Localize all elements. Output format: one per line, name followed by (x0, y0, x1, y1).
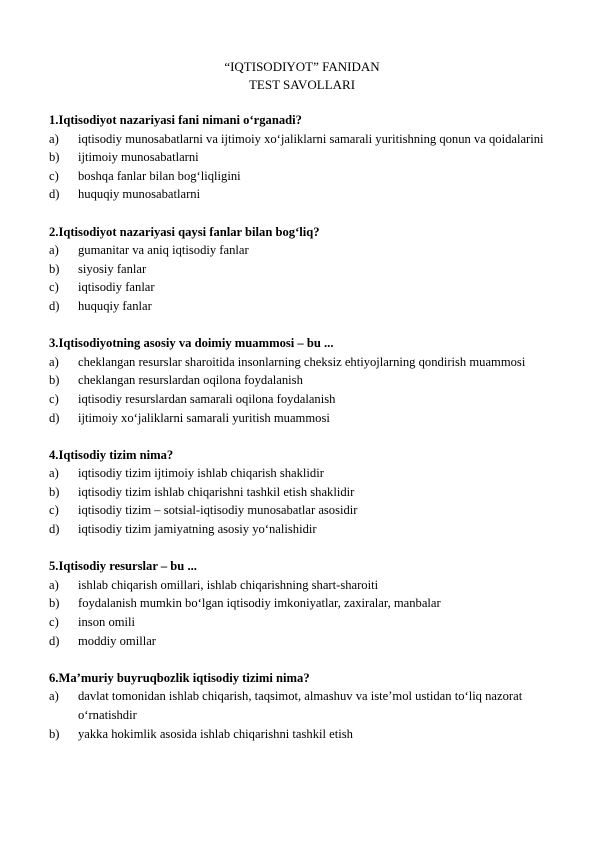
option-letter: c) (49, 391, 59, 406)
option-text: iqtisodiy tizim jamiyatning asosiy yo‘nalishidir (78, 522, 317, 537)
question-block (49, 111, 559, 204)
option-letter: a) (49, 689, 59, 704)
question-text: 5.Iqtisodiy resurslar – bu ... (49, 559, 197, 574)
answer-option (49, 501, 559, 520)
answer-option (49, 167, 559, 186)
question-text: 3.Iqtisodiyotning asosiy va doimiy muammosi – bu ... (49, 336, 334, 351)
option-letter: c) (49, 615, 59, 630)
question-block (49, 557, 559, 650)
option-letter: c) (49, 168, 59, 183)
option-text: boshqa fanlar bilan bog‘liqligini (78, 168, 241, 183)
answer-option (49, 297, 559, 316)
answer-option (49, 464, 559, 483)
question-block (49, 334, 559, 427)
option-letter: b) (49, 484, 60, 499)
option-letter: d) (49, 522, 60, 537)
option-letter: b) (49, 596, 60, 611)
option-text: iqtisodiy tizim ijtimoiy ishlab chiqarish shaklidir (78, 466, 324, 481)
option-letter: d) (49, 633, 60, 648)
option-text: iqtisodiy tizim – sotsial-iqtisodiy munosabatlar asosidir (78, 503, 358, 518)
answer-option (49, 594, 559, 613)
option-text: cheklangan resurslar sharoitida insonlarning cheksiz ehtiyojlarning qondirish muammosi (78, 354, 526, 369)
answer-option (49, 353, 559, 372)
option-letter: c) (49, 280, 59, 295)
option-letter: d) (49, 410, 60, 425)
option-text: iqtisodiy tizim ishlab chiqarishni tashkil etish shaklidir (78, 484, 355, 499)
question-text: 6.Ma’muriy buyruqbozlik iqtisodiy tizimi nima? (49, 670, 310, 685)
option-text: ijtimoiy xo‘jaliklarni samarali yuritish muammosi (78, 410, 330, 425)
option-text: gumanitar va aniq iqtisodiy fanlar (78, 243, 249, 258)
option-letter: d) (49, 298, 60, 313)
option-letter: b) (49, 726, 60, 741)
question-list (49, 111, 559, 762)
option-letter: a) (49, 243, 59, 258)
option-text: foydalanish mumkin bo‘lgan iqtisodiy imkoniyatlar, zaxiralar, manbalar (78, 596, 441, 611)
option-text: huquqiy munosabatlarni (78, 187, 201, 202)
option-text: huquqiy fanlar (78, 298, 152, 313)
answer-option (49, 520, 559, 539)
answer-option (49, 483, 559, 502)
option-text: cheklangan resurslardan oqilona foydalanish (78, 373, 303, 388)
answer-option (49, 260, 559, 279)
option-letter: d) (49, 187, 60, 202)
answer-option (49, 185, 559, 204)
option-letter: b) (49, 261, 60, 276)
option-text: moddiy omillar (78, 633, 157, 648)
option-letter: c) (49, 503, 59, 518)
answer-option (49, 371, 559, 390)
answer-option (49, 390, 559, 409)
question-text: 1.Iqtisodiyot nazariyasi fani nimani o‘rganadi? (49, 113, 302, 127)
option-letter: a) (49, 131, 59, 146)
title-line-1: “IQTISODIYOT” FANIDAN (224, 59, 380, 74)
option-letter: b) (49, 150, 60, 165)
title-line-2: TEST SAVOLLARI (248, 76, 356, 92)
answer-option (49, 148, 559, 167)
option-text: ishlab chiqarish omillari, ishlab chiqarishning shart-sharoiti (78, 577, 379, 592)
question-block (49, 446, 559, 539)
question-text: 4.Iqtisodiy tizim nima? (49, 447, 174, 462)
option-text: ijtimoiy munosabatlarni (78, 150, 199, 165)
document-title (0, 58, 596, 93)
answer-option (49, 632, 559, 651)
question-block (49, 669, 559, 743)
option-letter: a) (49, 466, 59, 481)
answer-option (49, 687, 559, 724)
option-letter: a) (49, 354, 59, 369)
option-text: inson omili (78, 615, 136, 630)
answer-option (49, 576, 559, 595)
answer-option (49, 130, 559, 149)
option-text: iqtisodiy resurslardan samarali oqilona foydalanish (78, 391, 336, 406)
option-letter: b) (49, 373, 60, 388)
answer-option (49, 409, 559, 428)
answer-option (49, 241, 559, 260)
option-text: davlat tomonidan ishlab chiqarish, taqsimot, almashuv va iste’mol ustidan to‘liq nazorat o‘rnatishdir (78, 689, 523, 722)
answer-option (49, 613, 559, 632)
answer-option (49, 278, 559, 297)
option-letter: a) (49, 577, 59, 592)
option-text: iqtisodiy fanlar (78, 280, 155, 295)
option-text: siyosiy fanlar (78, 261, 147, 276)
option-text: yakka hokimlik asosida ishlab chiqarishni tashkil etish (78, 726, 353, 741)
option-text: iqtisodiy munosabatlarni va ijtimoiy xo‘jaliklarni samarali yuritishning qonun va qoidalarini (78, 131, 544, 146)
question-block (49, 223, 559, 316)
question-text: 2.Iqtisodiyot nazariyasi qaysi fanlar bilan bog‘liq? (49, 224, 320, 239)
answer-option (49, 725, 559, 744)
